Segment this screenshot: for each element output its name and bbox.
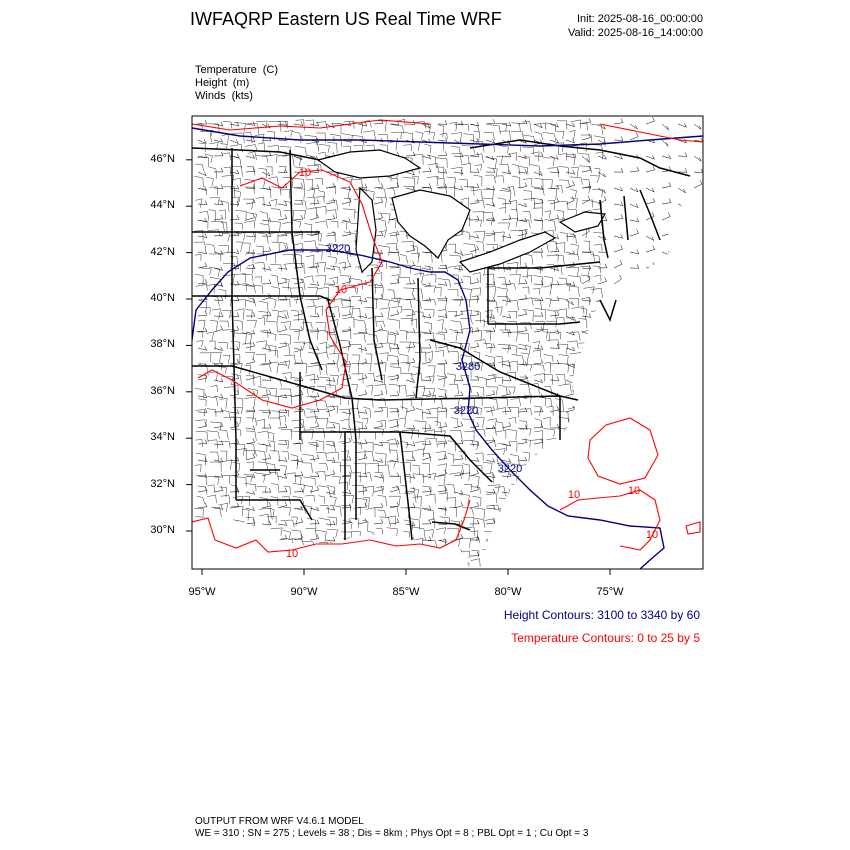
lat-tick-label: 38°N bbox=[150, 338, 175, 351]
temperature-contour-label: 10 bbox=[285, 548, 299, 560]
lon-tick-label: 75°W bbox=[596, 586, 624, 598]
footer-model-line: OUTPUT FROM WRF V4.6.1 MODEL bbox=[195, 816, 364, 827]
lat-tick-label: 30°N bbox=[150, 524, 175, 536]
height-contour-legend: Height Contours: 3100 to 3340 by 60 bbox=[503, 608, 700, 622]
field-unit: (kts) bbox=[231, 90, 253, 102]
init-time: Init: 2025-08-16_00:00:00 bbox=[577, 13, 703, 25]
lat-tick-label: 42°N bbox=[150, 245, 175, 258]
field-name: Winds bbox=[195, 90, 226, 102]
lat-tick-label: 34°N bbox=[150, 431, 175, 444]
lon-tick-label: 95°W bbox=[188, 586, 216, 598]
gulf-of-mexico bbox=[192, 515, 470, 569]
height-contour-label: 3220 bbox=[453, 405, 479, 417]
temperature-contour-label: 10 bbox=[567, 489, 581, 501]
height-contour-label: 3220 bbox=[497, 463, 523, 475]
temperature-contour-label: 10 bbox=[298, 167, 312, 179]
lon-tick-label: 90°W bbox=[290, 586, 318, 598]
temperature-contour-legend: Temperature Contours: 0 to 25 by 5 bbox=[511, 631, 700, 645]
field-unit: (m) bbox=[232, 77, 250, 89]
field-name: Temperature bbox=[195, 64, 257, 76]
height-contour-label: 3220 bbox=[325, 243, 351, 255]
lon-tick-label: 85°W bbox=[392, 586, 420, 598]
temperature-contour-label: 10 bbox=[645, 529, 659, 541]
height-contour-label: 3280 bbox=[455, 361, 481, 373]
field-unit: (C) bbox=[262, 64, 279, 76]
field-name: Height bbox=[195, 77, 227, 89]
lat-tick-label: 44°N bbox=[150, 199, 175, 212]
lat-tick-label: 32°N bbox=[150, 477, 175, 490]
lat-tick-label: 46°N bbox=[150, 152, 175, 165]
footer-config-line: WE = 310 ; SN = 275 ; Levels = 38 ; Dis = 8km ; Phys Opt = 8 ; PBL Opt = 1 ; Cu Opt = 3 bbox=[195, 828, 589, 839]
plot-title: IWFAQRP Eastern US Real Time WRF bbox=[190, 9, 502, 29]
lon-tick-label: 80°W bbox=[494, 586, 522, 598]
lat-tick-label: 36°N bbox=[150, 384, 175, 397]
valid-time: Valid: 2025-08-16_14:00:00 bbox=[568, 27, 703, 39]
temperature-contour-label: 10 bbox=[627, 485, 641, 497]
temperature-contour-label: 10 bbox=[334, 284, 348, 296]
lat-tick-label: 40°N bbox=[150, 292, 175, 304]
